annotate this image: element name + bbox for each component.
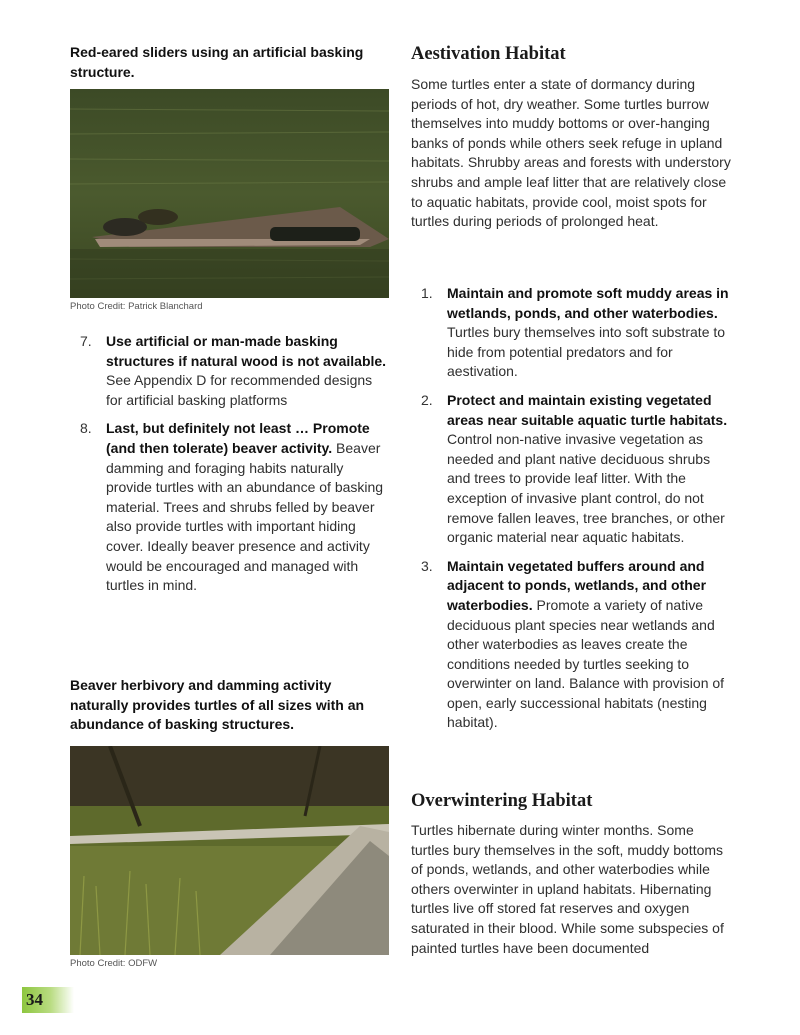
list-item [411, 284, 733, 382]
list-item-number: 1. [421, 285, 433, 301]
left-recommendation-list [70, 332, 390, 605]
heading-aestivation-habitat: Aestivation Habitat [411, 44, 566, 64]
list-item-number: 2. [421, 391, 433, 408]
photo-credit-odfw: Photo Credit: ODFW [70, 958, 158, 969]
photo-caption-beaver: Beaver herbivory and damming activity naturally provides turtles of all sizes with an abundance of basking structures. [70, 677, 365, 732]
list-item [411, 557, 733, 733]
list-item [70, 332, 390, 410]
list-item-number: 7. [80, 333, 92, 349]
list-item-bold: Maintain and promote soft muddy areas in wetlands, ponds, and other waterbodies. [447, 285, 729, 321]
list-item-bold: Maintain vegetated buffers around and adjacent to ponds, wetlands, and other waterbodies. [447, 557, 707, 613]
page-number: 34 [22, 987, 74, 1013]
list-item-text: Turtles bury themselves into soft substrate to hide from potential predators and for aestivation. [447, 324, 726, 380]
heading-overwintering-habitat: Overwintering Habitat [411, 791, 593, 811]
list-item-number: 8. [80, 420, 92, 437]
photo-credit-blanchard: Photo Credit: Patrick Blanchard [70, 301, 203, 312]
photo-caption-sliders: Red-eared sliders using an artificial basking structure. [70, 44, 364, 80]
list-item-bold: Use artificial or man-made basking structures if natural wood is not available. [106, 333, 387, 369]
photo-red-eared-sliders [70, 89, 389, 298]
list-item-text: Promote a variety of native deciduous plant species near wetlands and other waterbodies as leaves create the conditions needed by turtles seeking to overwinter on land. Balance with provision of open, early successional habitats (nesting habitat). [447, 596, 725, 731]
photo-beaver-activity [70, 746, 389, 955]
right-recommendation-list [411, 284, 733, 742]
list-item-text: Control non-native invasive vegetation as needed and plant native deciduous shrubs and trees to provide leaf litter. With the exception of invasive plant control, do not remove fallen leaves, tree branches, or other organic material near aquatic habitats. [447, 431, 725, 546]
list-item-bold: Protect and maintain existing vegetated areas near suitable aquatic turtle habitats. [447, 391, 728, 428]
list-item-text: See Appendix D for recommended designs for artificial basking platforms [106, 372, 373, 408]
paragraph-overwintering: Turtles hibernate during winter months. Some turtles bury themselves in the soft, muddy bottoms of ponds, wetlands, and other waterbodies while others overwinter in upland habitats. Hibernating turtles live off stored fat reserves and oxygen saturated in their blood. While some subspecies of painted turtles have been documented [411, 822, 724, 956]
list-item-bold: Last, but definitely not least … Promote (and then tolerate) beaver activity. [106, 420, 370, 456]
list-item [70, 419, 390, 595]
list-item-text: Beaver damming and foraging habits naturally provide turtles with an abundance of basking material. Trees and shrubs felled by beaver also provide turtles with important hiding cover. Ideally beaver presence and activity would be encouraged and managed with turtles in mind. [106, 439, 384, 594]
list-item [411, 391, 733, 548]
list-item-number: 3. [421, 557, 433, 574]
paragraph-aestivation: Some turtles enter a state of dormancy during periods of hot, dry weather. Some turtles burrow themselves into muddy bottoms or over-hanging banks of ponds while others seek refuge in upland habitats. Shrubby areas and forests with understory shrubs and ample leaf litter that are relatively close to aquatic habitats, provide cool, moist spots for turtles during periods of prolonged heat. [411, 76, 731, 230]
